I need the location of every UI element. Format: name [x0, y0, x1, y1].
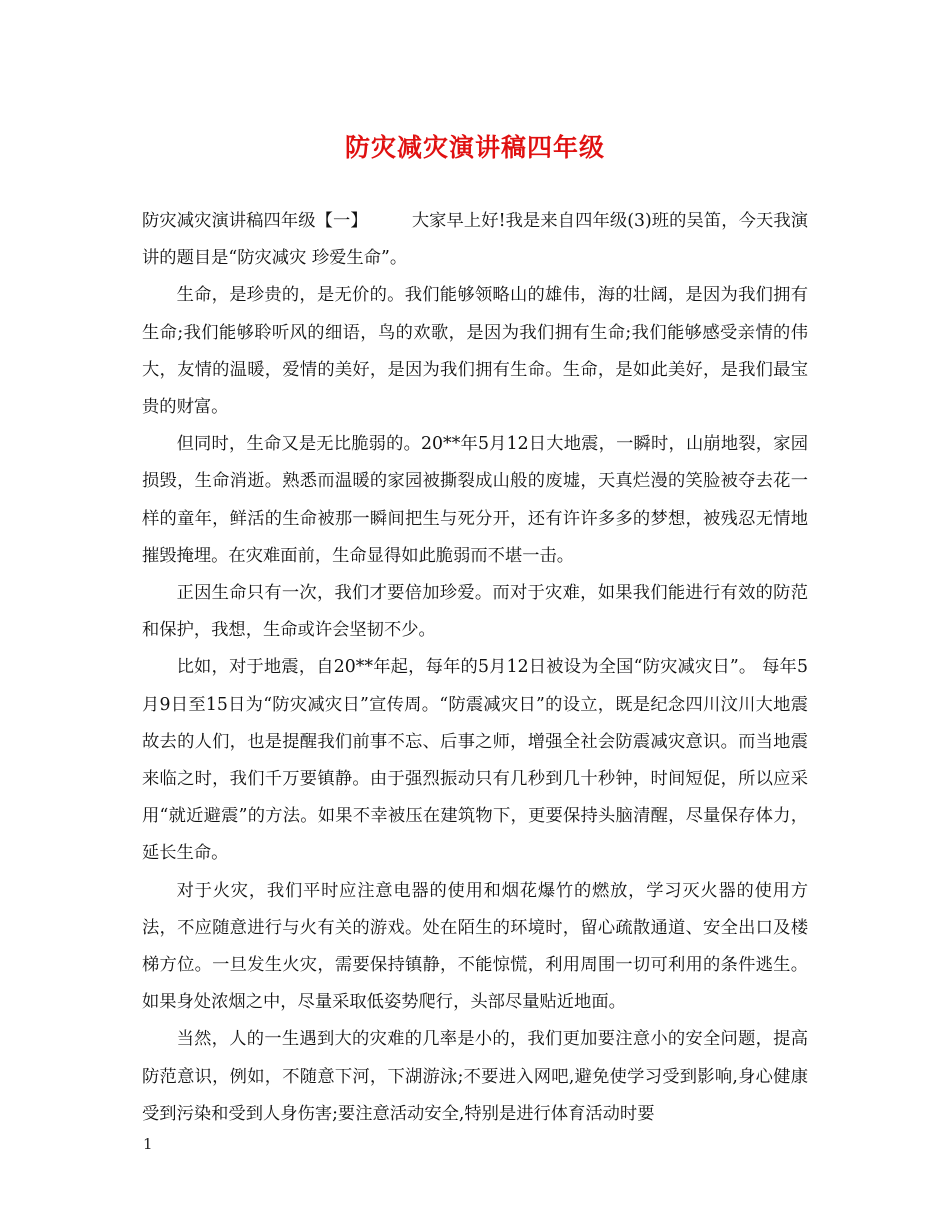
paragraph-life-fragile: 但同时，生命又是无比脆弱的。20**年5月12日大地震，一瞬时，山崩地裂，家园损毁，生命消逝。熟悉而温暖的家园被撕裂成山般的废墟，天真烂漫的笑脸被夺去花一样的童年，鲜活的生命被那一瞬间把生与死分开，还有许许多多的梦想，被残忍无情地摧毁掩埋。在灾难面前，生命显得如此脆弱而不堪一击。 [142, 434, 808, 566]
intro-heading: 防灾减灾演讲稿四年级【一】 [142, 211, 368, 231]
intro-paragraph [142, 203, 808, 277]
paragraph-earthquake: 比如，对于地震，自20**年起，每年的5月12日被设为全国“防灾减灾日”。 每年5月9日至15日为“防灾减灾日”宣传周。“防震减灾日”的设立，既是纪念四川汶川大地震故去的人们，也是提醒我们前事不忘、后事之师，增强全社会防震减灾意识。而当地震来临之时，我们千万要镇静。由于强烈振动只有几秒到几十秒钟，时间短促，所以应采用“就近避震”的方法。如果不幸被压在建筑物下，更要保持头脑清醒，尽量保存体力，延长生命。 [142, 657, 808, 864]
paragraph-life-precious: 生命，是珍贵的，是无价的。我们能够领略山的雄伟，海的壮阔，是因为我们拥有生命;我们能够聆听风的细语，鸟的欢歌，是因为我们拥有生命;我们能够感受亲情的伟大，友情的温暖，爱情的美好，是因为我们拥有生命。生命，是如此美好，是我们最宝贵的财富。 [142, 285, 808, 418]
paragraph-daily-safety: 当然，人的一生遇到大的灾难的几率是小的，我们更加要注意小的安全问题，提高防范意识，例如，不随意下河，下湖游泳;不要进入网吧,避免使学习受到影响,身心健康受到污染和受到人身伤害;要注意活动安全,特别是进行体育活动时要 [142, 1029, 808, 1124]
intro-text: 大家早上好!我是来自四年级(3)班的吴笛，今天我演讲的题目是“防灾减灾 珍爱生命”。 [142, 211, 808, 269]
paragraph-cherish-life: 正因生命只有一次，我们才要倍加珍爱。而对于灾难，如果我们能进行有效的防范和保护，我想，生命或许会坚韧不少。 [142, 583, 808, 641]
page-number: 1 [143, 1135, 153, 1153]
paragraph-fire: 对于火灾，我们平时应注意电器的使用和烟花爆竹的燃放，学习灭火器的使用方法，不应随意进行与火有关的游戏。处在陌生的环境时，留心疏散通道、安全出口及楼梯方位。一旦发生火灾，需要保持镇静，不能惊慌，利用周围一切可利用的条件逃生。如果身处浓烟之中，尽量采取低姿势爬行，头部尽量贴近地面。 [142, 880, 808, 1013]
document-body [142, 203, 808, 1133]
document-title: 防灾减灾演讲稿四年级 [344, 133, 605, 162]
